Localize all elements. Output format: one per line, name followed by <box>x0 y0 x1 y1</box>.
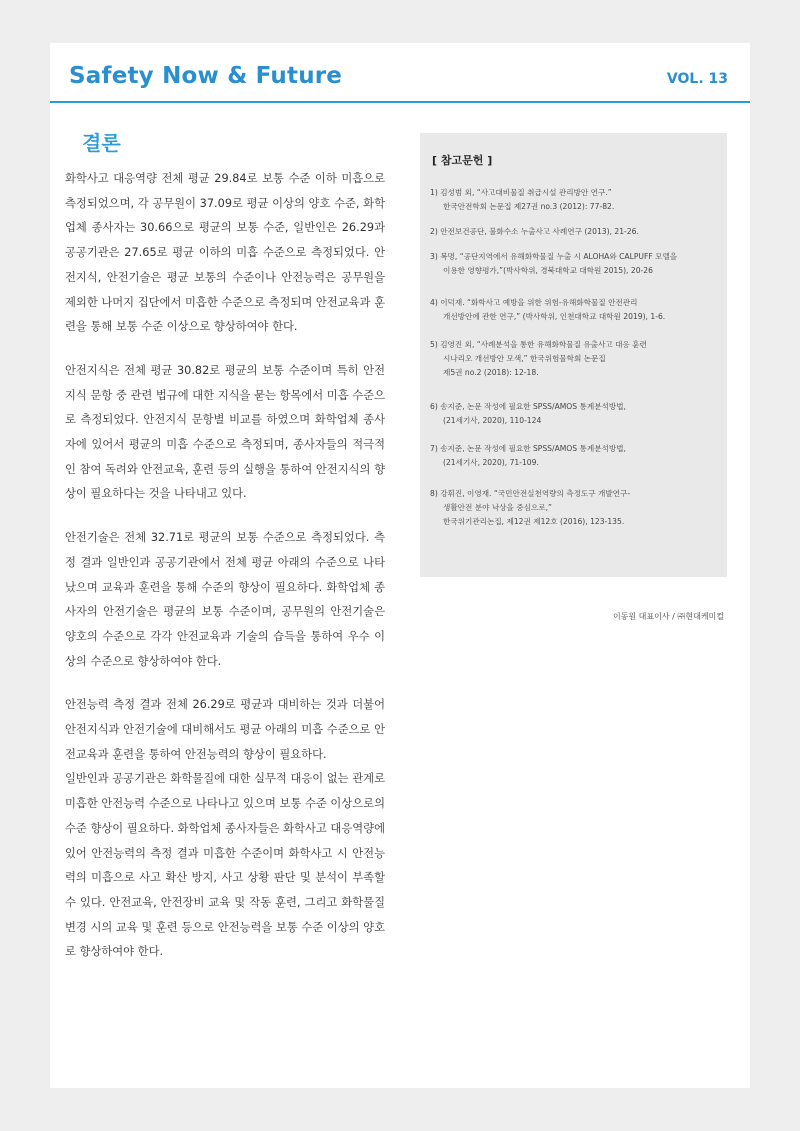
reference-line: 5) 김영진 외, “사례분석을 통한 유해화학물질 유출사고 대응 훈련 <box>430 340 647 349</box>
volume-label: VOL. 13 <box>666 71 728 87</box>
reference-line: 이용한 영향평가,”(박사학위, 경북대학교 대학원 2015), 20-26 <box>443 266 653 275</box>
reference-item <box>430 338 725 380</box>
paragraph: 일반인과 공공기관은 화학물질에 대한 실무적 대응이 없는 관계로 미흡한 안전능력 수준으로 나타나고 있으며 보통 수준 이상으로의 수준 향상이 필요하다. 화학업체 종사자들은 화학사고 대응역량에 있어 안전능력의 측정 결과 미흡한 수준이며 화학사고 시 안전능력의 미흡으로 사고 확산 방지, 사고 상황 판단 및 분석이 부족할 수 있다. 안전교육, 안전장비 교육 및 작동 훈련, 그리고 화학물질 변경 시의 교육 및 훈련 등으로 안전능력을 보통 수준 이상의 양호로 향상하여야 한다. <box>65 772 385 959</box>
reference-line: 6) 송지준, 논문 작성에 필요한 SPSS/AMOS 통계분석방법, <box>430 402 626 411</box>
reference-line: 생활안전 분야 낙상을 중심으로,” <box>443 503 552 512</box>
reference-line: 3) 복명, “공단지역에서 유해화학물질 누출 시 ALOHA와 CALPUFF 모델을 <box>430 252 678 261</box>
reference-line: 8) 강휘진, 이영재. “국민안전실천역량의 측정도구 개발연구- <box>430 489 631 498</box>
reference-item <box>430 225 725 239</box>
reference-line: 1) 김성범 외, “사고대비물질 취급시설 관리방안 연구.” <box>430 188 612 197</box>
paragraph: 안전능력 측정 결과 전체 26.29로 평균과 대비하는 것과 더불어 안전지식과 안전기술에 대비해서도 평균 아래의 미흡 수준으로 안전교육과 훈련을 통하여 안전능력의 향상이 필요하다. <box>65 698 385 761</box>
references-title: [ 참고문헌 ] <box>432 154 493 167</box>
reference-line: 한국안전학회 논문집 제27권 no.3 (2012): 77-82. <box>443 202 615 211</box>
paragraph: 안전기술은 전체 32.71로 평균의 보통 수준으로 측정되었다. 측정 결과 일반인과 공공기관에서 전체 평균 아래의 수준으로 나타났으며 교육과 훈련을 통해 수준의 향상이 필요하다. 화학업체 종사자의 안전기술은 평균의 보통 수준이며, 공무원의 안전기술은 양호의 수준으로 각각 안전교육과 기술의 습득을 통하여 우수 이상의 수준으로 향상하여야 한다. <box>65 531 385 668</box>
page <box>50 43 750 1088</box>
body-text <box>65 167 385 965</box>
references-box <box>420 133 727 577</box>
reference-line: 4) 이덕재. “화학사고 예방을 위한 위험-유해화학물질 안전관리 <box>430 298 638 307</box>
reference-item <box>430 296 725 324</box>
page-header <box>50 43 750 103</box>
section-title: 결론 <box>82 131 121 155</box>
reference-item <box>430 442 725 470</box>
reference-line: 제5권 no.2 (2018): 12-18. <box>443 368 539 377</box>
reference-line: (21세기사, 2020), 71-109. <box>443 458 539 467</box>
reference-item <box>430 250 725 278</box>
reference-item <box>430 487 725 529</box>
reference-line: 7) 송지준, 논문 작성에 필요한 SPSS/AMOS 통계분석방법, <box>430 444 626 453</box>
author-credit: 이동원 대표이사 / ㈜현대케미컬 <box>612 612 724 621</box>
reference-item <box>430 400 725 428</box>
reference-line: (21세기사, 2020), 110-124 <box>443 416 542 425</box>
reference-line: 시나리오 개선방안 모색,” 한국위험물학회 논문집 <box>443 354 606 363</box>
paragraph: 화학사고 대응역량 전체 평균 29.84로 보통 수준 이하 미흡으로 측정되었으며, 각 공무원이 37.09로 평균 이상의 양호 수준, 화학업체 종사자는 30.66으로 평균의 보통 수준, 일반인은 26.29과 공공기관은 27.65로 평균 이하의 미흡 수준으로 측정되었다. 안전지식, 안전기술은 평균 보통의 수준이나 안전능력은 공무원을 제외한 나머지 집단에서 미흡한 수준으로 측정되며 안전교육과 훈련을 통해 보통 수준 이상으로 향상하여야 한다. <box>65 172 385 334</box>
reference-line: 개선방안에 관한 연구,” (박사학위, 인천대학교 대학원 2019), 1-6. <box>443 312 666 321</box>
reference-line: 2) 안전보건공단, 불화수소 누출사고 사례연구 (2013), 21-26. <box>430 227 639 236</box>
reference-line: 한국위기관리논집, 제12권 제12호 (2016), 123-135. <box>443 517 625 526</box>
magazine-title: Safety Now & Future <box>69 63 343 89</box>
reference-item <box>430 186 725 214</box>
paragraph: 안전지식은 전체 평균 30.82로 평균의 보통 수준이며 특히 안전지식 문항 중 관련 법규에 대한 지식을 묻는 항목에서 미흡 수준으로 측정되었다. 안전지식 문항별 비교를 하였으며 화학업체 종사자에 있어서 평균의 미흡 수준으로 측정되며, 종사자들의 적극적인 참여 독려와 안전교육, 훈련 등의 실행을 통하여 안전지식의 향상이 필요하다는 것을 나타내고 있다. <box>65 363 385 501</box>
